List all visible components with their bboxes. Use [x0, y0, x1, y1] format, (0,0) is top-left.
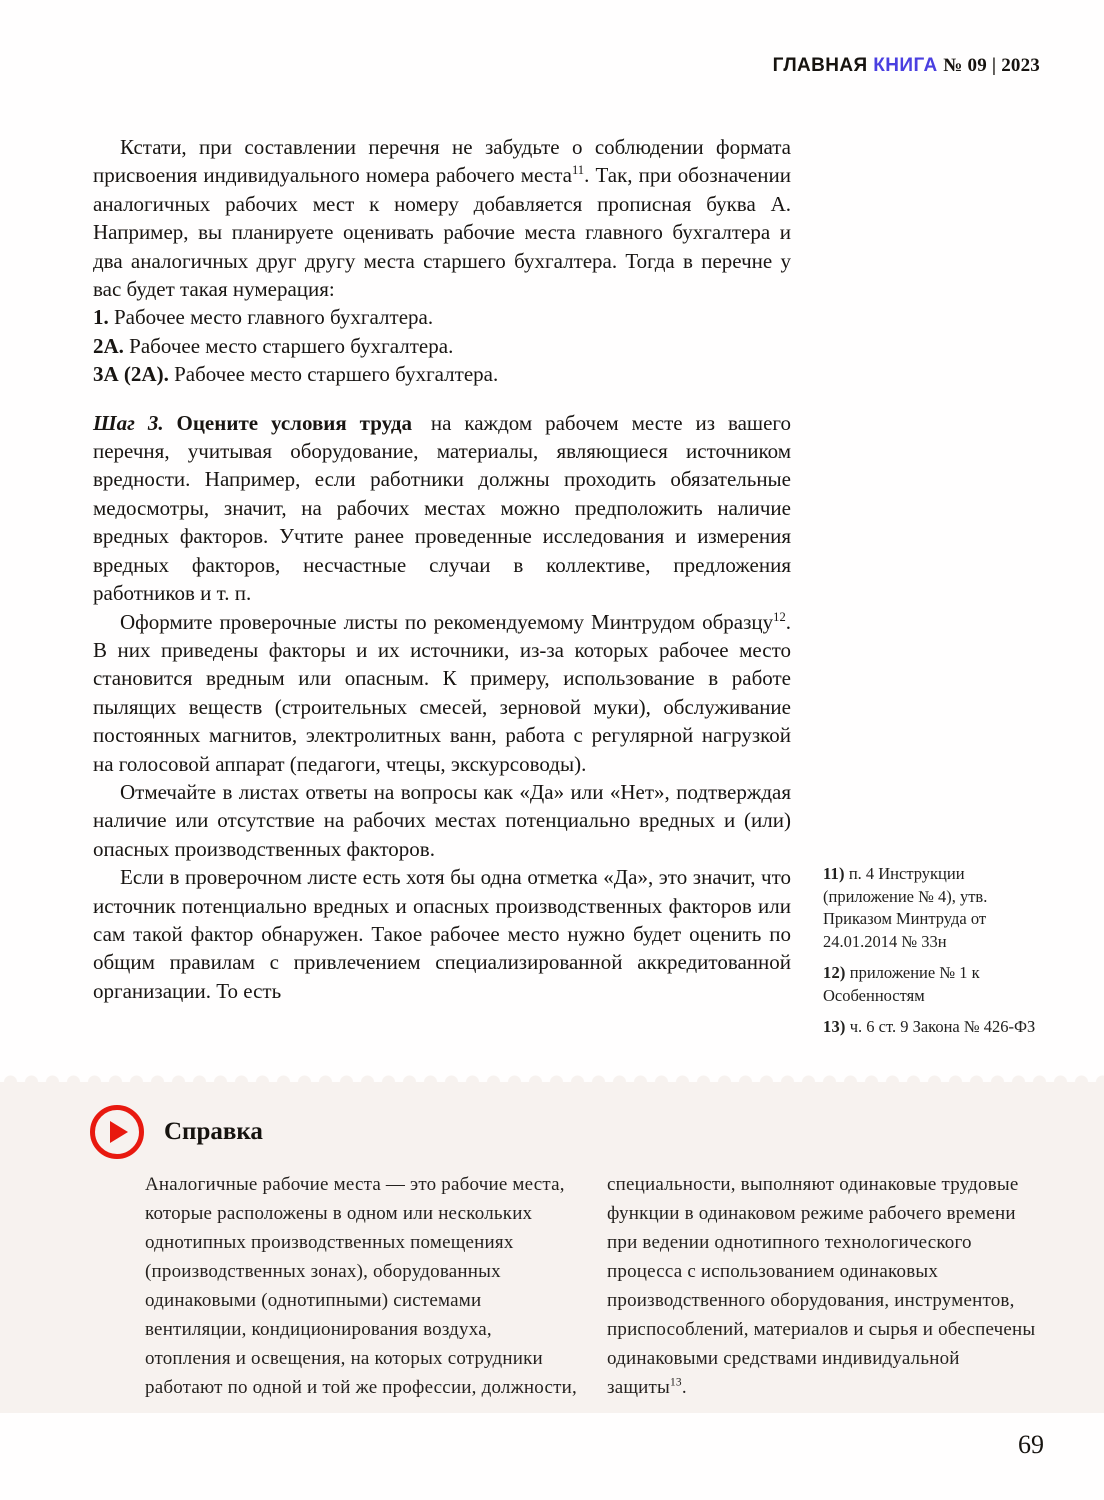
footnote-marker-12: 12: [773, 609, 786, 624]
paragraph-text: специальности, выполняют одинаковые трудовые функции в одинаковом режиме рабочего времени при ведении однотипного технологического процесса с использованием одинаковых производственного оборудования, инструментов, приспособлений, материалов и сырья и обеспечены одинаковыми средствами индивидуальной защиты: [607, 1174, 1036, 1398]
workplace-numbering-list: [93, 303, 791, 388]
footnote-marker-11: 11: [571, 163, 585, 178]
step-label: Шаг 3.: [93, 410, 164, 435]
paragraph-step-3: [93, 409, 791, 608]
brand-name-blue: КНИГА: [873, 55, 938, 76]
footnote-item: [823, 962, 1045, 1007]
page-number: 69: [1018, 1430, 1044, 1459]
paragraph-text: . Так, при обозначении аналогичных рабочих мест к номеру добавляется прописная буква А. Например, вы планируете оценивать рабочие места главного бухгалтера и два аналогичных друг другу места старшего бухгалтера. Тогда в перечне у вас будет такая нумерация:: [93, 163, 791, 302]
footnote-text: приложение № 1 к Особенностям: [823, 963, 980, 1005]
paragraph-text: Оформите проверочные листы по рекомендуемому Минтрудом образцу: [120, 609, 774, 634]
list-item-text: Рабочее место старшего бухгалтера.: [129, 333, 454, 358]
paragraph-text: .: [681, 1377, 687, 1398]
issue-number: № 09 | 2023: [943, 55, 1040, 76]
reference-panel: [0, 1082, 1104, 1413]
paragraph-text: на каждом рабочем месте из вашего перечня, учитывая оборудование, материалы, являющиеся источником вредности. Например, если работники должны проходить обязательные медосмотры, значит, на рабочих местах можно предположить наличие вредных факторов. Учтите ранее проведенные исследования и измерения вредных факторов, несчастные случаи в коллективе, предложения работников и т. п.: [93, 410, 791, 606]
footnotes-sidebar: [823, 863, 1045, 1048]
footnote-marker-13: 13: [670, 1376, 682, 1389]
footnote-item: [823, 1016, 1045, 1039]
paragraph-if-yes: Если в проверочном листе есть хотя бы одна отметка «Да», это значит, что источник потенциально вредных и опасных производственных факторов или сам такой фактор обнаружен. Такое рабочее место нужно будет оценить по общим правилам с привлечением специализированной аккредитованной организации. То есть: [93, 865, 791, 1003]
list-item-number: 1.: [93, 305, 109, 330]
step-title: Оцените условия труда: [176, 410, 412, 435]
footnote-number: 13): [823, 1017, 846, 1036]
reference-column-left: Аналогичные рабочие места — это рабочие места, которые расположены в одном или нескольких однотипных производственных помещениях (производственных зонах), оборудованных одинаковыми (однотипными) системами вентиляции, кондиционирования воздуха, отопления и освещения, на которых сотрудники работают по одной и той же профессии, должности,: [145, 1174, 577, 1398]
list-item-number: 2А.: [93, 333, 124, 358]
list-item-text: Рабочее место старшего бухгалтера.: [174, 362, 499, 387]
reference-panel-header: [90, 1105, 263, 1159]
page-header: [773, 55, 1040, 77]
footnote-number: 11): [823, 864, 845, 883]
reference-panel-title: Справка: [164, 1118, 263, 1145]
paragraph-text: Кстати, при составлении перечня не забудьте о соблюдении формата присвоения индивидуального номера рабочего места: [93, 135, 791, 188]
footnote-text: п. 4 Инструкции (приложение № 4), утв. Приказом Минтруда от 24.01.2014 № 33н: [823, 864, 988, 951]
paragraph-marks: Отмечайте в листах ответы на вопросы как «Да» или «Нет», подтверждая наличие или отсутствие на рабочих местах потенциально вредных и (или) опасных производственных факторов.: [93, 779, 791, 861]
list-item: [93, 360, 791, 388]
reference-column-right: [607, 1170, 1042, 1402]
footnote-text: ч. 6 ст. 9 Закона № 426-ФЗ: [849, 1017, 1036, 1036]
list-item: [93, 303, 791, 331]
paragraph-text: . В них приведены факторы и их источники, из-за которых рабочее место становится вредным или опасным. К примеру, использование в работе пылящих веществ (строительных смесей, зерновой муки), обслуживание постоянных магнитов, электролитных ванн, работа с регулярной нагрузкой на голосовой аппарат (педагоги, чтецы, экскурсоводы).: [93, 609, 791, 776]
article-body: [93, 133, 791, 1005]
reference-panel-columns: [145, 1170, 1042, 1402]
footnote-number: 12): [823, 963, 846, 982]
list-item-number: 3А (2А).: [93, 362, 169, 387]
paragraph-numbering-format: [93, 133, 791, 303]
footnote-item: [823, 863, 1045, 953]
brand-name-black: ГЛАВНАЯ: [772, 55, 868, 76]
paragraph-checklists: [93, 608, 791, 778]
list-item-text: Рабочее место главного бухгалтера.: [114, 305, 434, 330]
play-icon: [90, 1105, 144, 1159]
list-item: [93, 332, 791, 360]
